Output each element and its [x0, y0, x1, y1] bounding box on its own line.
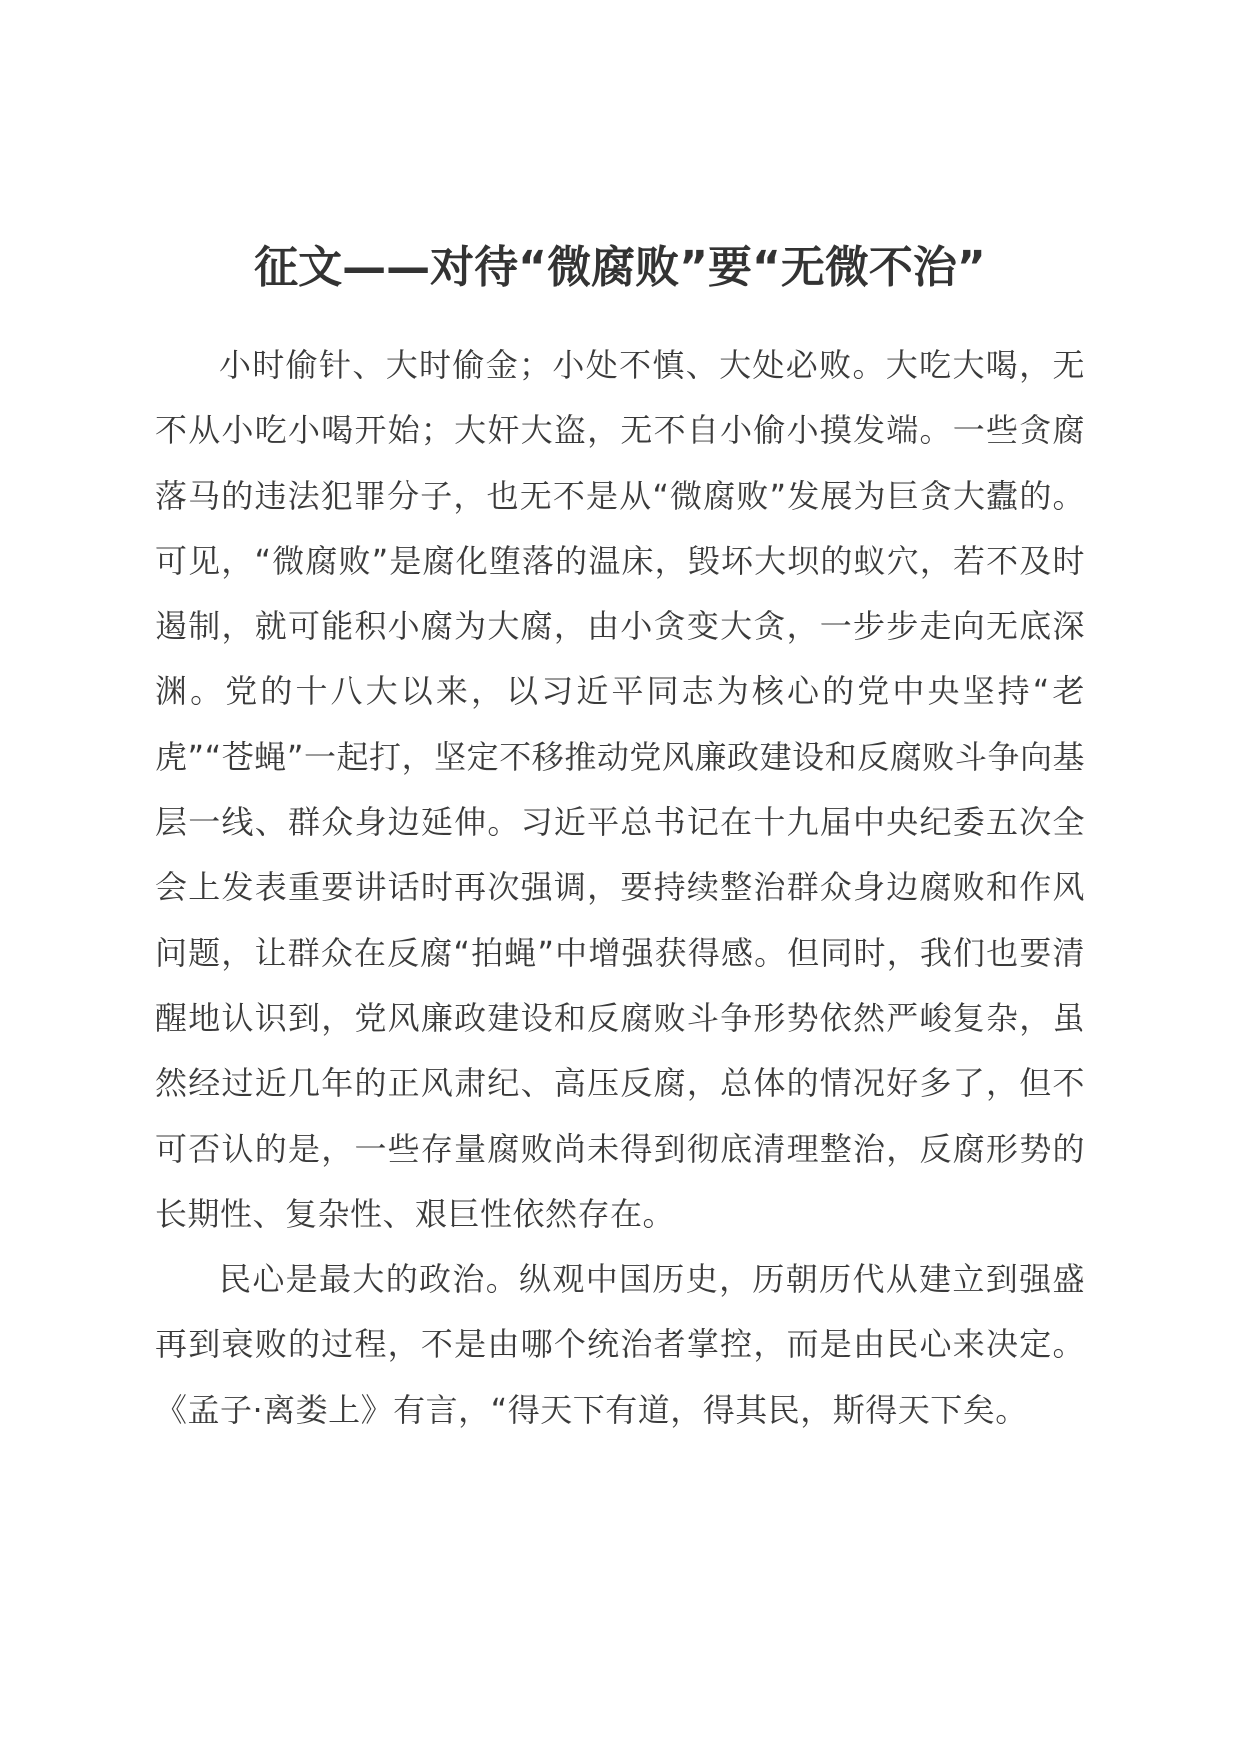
paragraph-2: 民心是最大的政治。纵观中国历史，历朝历代从建立到强盛再到衰败的过程，不是由哪个统治者掌控，而是由民心来决定。《孟子·离娄上》有言，“得天下有道，得其民，斯得天下矣。: [155, 1260, 1085, 1429]
document-title: 征文——对待“微腐败”要“无微不治”: [254, 242, 986, 293]
document-body: [155, 333, 1085, 1443]
paragraph-1: 小时偷针、大时偷金；小处不慎、大处必败。大吃大喝，无不从小吃小喝开始；大奸大盗，无不自小偷小摸发端。一些贪腐落马的违法犯罪分子，也无不是从“微腐败”发展为巨贪大蠹的。可见，“微腐败”是腐化堕落的温床，毁坏大坝的蚁穴，若不及时遏制，就可能积小腐为大腐，由小贪变大贪，一步步走向无底深渊。党的十八大以来，以习近平同志为核心的党中央坚持“老虎”“苍蝇”一起打，坚定不移推动党风廉政建设和反腐败斗争向基层一线、群众身边延伸。习近平总书记在十九届中央纪委五次全会上发表重要讲话时再次强调，要持续整治群众身边腐败和作风问题，让群众在反腐“拍蝇”中增强获得感。但同时，我们也要清醒地认识到，党风廉政建设和反腐败斗争形势依然严峻复杂，虽然经过近几年的正风肃纪、高压反腐，总体的情况好多了，但不可否认的是，一些存量腐败尚未得到彻底清理整治，反腐形势的长期性、复杂性、艰巨性依然存在。: [155, 346, 1085, 1233]
